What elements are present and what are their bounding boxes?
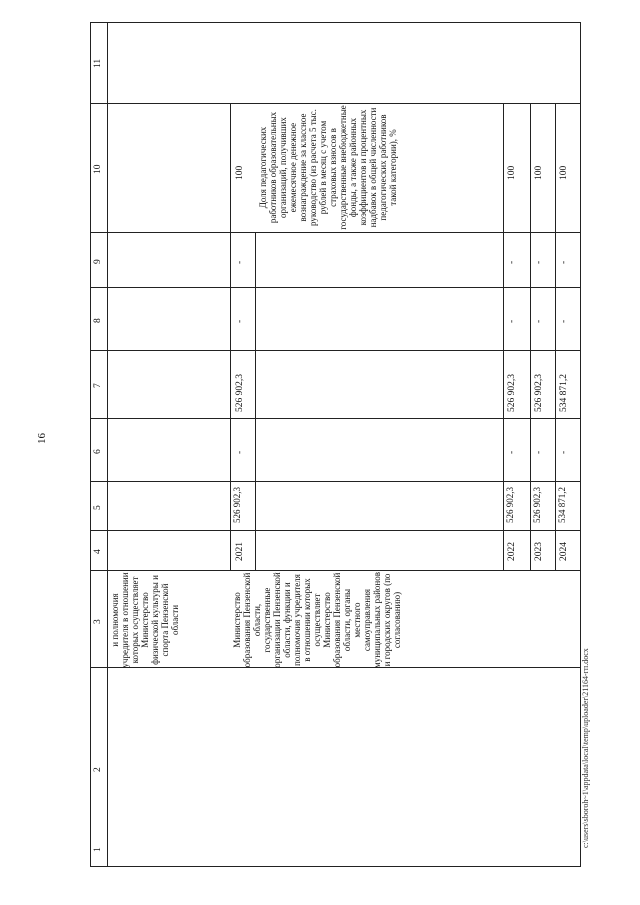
- top-row-col10: 100: [235, 165, 245, 180]
- column-number-8: 8: [93, 318, 103, 323]
- column-number-9: 9: [93, 259, 103, 264]
- row-2024-col8: -: [559, 319, 569, 323]
- col-divider-4-5: [90, 530, 580, 531]
- row-2022-total: 526 902,3: [505, 487, 515, 523]
- column-number-10: 10: [93, 164, 103, 174]
- row-2024-col7: 534 871,2: [559, 374, 569, 412]
- table-border-top: [90, 22, 580, 23]
- row-2021-total: 526 902,3: [232, 487, 242, 523]
- row-2023-total: 526 902,3: [532, 487, 542, 523]
- col-divider-10-11: [90, 103, 580, 104]
- column-number-7: 7: [93, 383, 103, 388]
- row-2021-col7: 526 902,3: [235, 374, 245, 412]
- row-2023-col6: -: [534, 450, 544, 454]
- table-border-left: [90, 22, 91, 867]
- table-border-bottom: [90, 866, 580, 867]
- row-2024-col6: -: [559, 450, 569, 454]
- row-2023-col10: 100: [534, 165, 544, 180]
- column-number-5: 5: [93, 505, 103, 510]
- row-2023-col8: -: [534, 319, 544, 323]
- row-2022-col8: -: [507, 319, 517, 323]
- col3-executor-text: Министерство образования Пензенской области, государственные организации Пензенской области, функции и полномочия учредителя в отношении которых осуществляет Министерство образования Пензенской области, органы местного самоуправления муниципальных районов и городских округов (по согласованию): [232, 572, 402, 668]
- row-2024-total: 534 871,2: [557, 487, 567, 523]
- row-2022-year: 2022: [507, 542, 517, 561]
- row-2021-col8: -: [235, 319, 245, 323]
- row-2021-year: 2021: [235, 542, 245, 561]
- row-2023-year: 2023: [534, 542, 544, 561]
- column-number-3: 3: [93, 619, 103, 624]
- row-2023-col9: -: [534, 260, 544, 264]
- page-number: 16: [36, 433, 48, 444]
- col-divider-8-9: [90, 287, 580, 288]
- row-2022-col6: -: [507, 450, 517, 454]
- column-number-4: 4: [93, 549, 103, 554]
- row-2024-year: 2024: [559, 542, 569, 561]
- row-2022-col10: 100: [507, 165, 517, 180]
- row-2024-col9: -: [559, 260, 569, 264]
- header-row-divider: [107, 22, 108, 867]
- col3-continuation-text: и полномочия учредителя в отношении которых осуществляет Министерство физической культуры и спорта Пензенской области: [110, 572, 180, 668]
- row-2021-col9: -: [235, 260, 245, 264]
- row-2023-col7: 526 902,3: [534, 374, 544, 412]
- indicator-description: Доля педагогических работников образовательных организаций, получивших ежемесячное денежное вознаграждение за классное руководство (из расчета 5 тыс. рублей в месяц с учетом страховых взносов в государственные внебюджетные фонды, а также районных коэффициентов и процентных надбавок в общей численности педагогических работников такой категории), %: [258, 105, 398, 230]
- row-2021-col6: -: [235, 450, 245, 454]
- footer-file-path: c:\users\sboroh~1\appdata\local\temp\uploader\21164-гп.docx: [581, 648, 590, 848]
- column-number-11: 11: [93, 58, 103, 68]
- col-divider-9-10: [90, 232, 580, 233]
- row-divider-d: [530, 103, 531, 570]
- row-divider-b: [255, 232, 256, 570]
- column-number-2: 2: [93, 767, 103, 772]
- column-number-1: 1: [93, 847, 103, 852]
- row-2022-col7: 526 902,3: [507, 374, 517, 412]
- row-2024-col10: 100: [559, 165, 569, 180]
- row-divider-a: [230, 103, 231, 570]
- column-number-6: 6: [93, 449, 103, 454]
- row-2022-col9: -: [507, 260, 517, 264]
- col-divider-7-8: [90, 350, 580, 351]
- table-border-right: [580, 22, 581, 867]
- col-divider-6-7: [90, 418, 580, 419]
- row-divider-c: [503, 103, 504, 570]
- col-divider-3-4: [90, 570, 580, 571]
- row-divider-e: [555, 103, 556, 570]
